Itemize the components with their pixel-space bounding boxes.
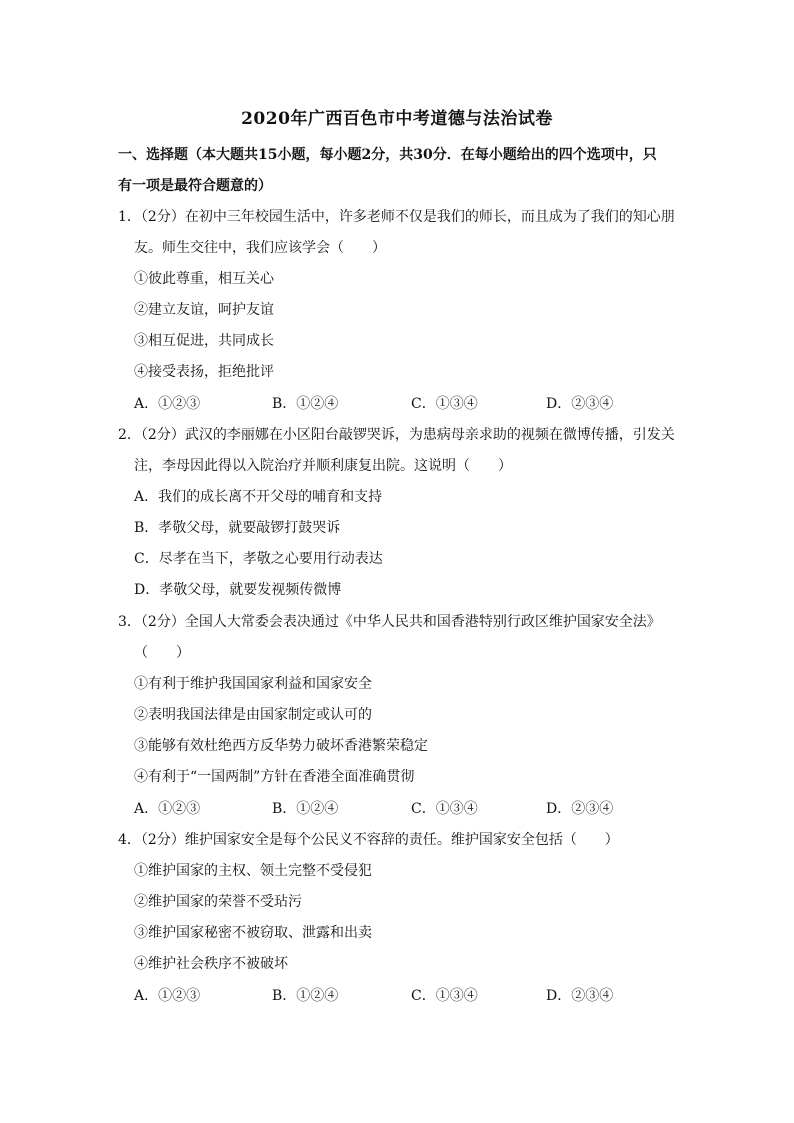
question-2-stem-line-2: 注，李母因此得以入院治疗并顺利康复出院。这说明（ ） (134, 458, 512, 474)
question-3-option-c[interactable]: C．①③④ (411, 801, 478, 817)
question-3-item-4: ④有利于“一国两制”方针在香港全面准确贯彻 (134, 769, 415, 785)
question-2-option-b[interactable]: B．孝敬父母，就要敲锣打鼓哭诉 (134, 520, 341, 536)
question-2-option-c[interactable]: C．尽孝在当下，孝敬之心要用行动表达 (134, 551, 383, 567)
question-4-item-1: ①维护国家的主权、领土完整不受侵犯 (134, 863, 372, 879)
question-3-item-3: ③能够有效杜绝西方反华势力破坏香港繁荣稳定 (134, 738, 428, 754)
question-4-item-3: ③维护国家秘密不被窃取、泄露和出卖 (134, 925, 372, 941)
question-1-stem-line-2: 友。师生交往中，我们应该学会（ ） (134, 240, 386, 256)
question-3-stem-line-1: 3．（2分）全国人大常委会表决通过《中华人民共和国香港特别行政区维护国家安全法》 (118, 614, 661, 630)
question-3-option-a[interactable]: A．①②③ (134, 801, 201, 817)
question-4-option-a[interactable]: A．①②③ (134, 988, 201, 1004)
question-3-item-1: ①有利于维护我国国家利益和国家安全 (134, 676, 372, 692)
question-2-option-a[interactable]: A．我们的成长离不开父母的哺育和支持 (134, 489, 383, 505)
question-4-item-4: ④维护社会秩序不被破坏 (134, 956, 288, 972)
question-1-item-4: ④接受表扬，拒绝批评 (134, 364, 274, 380)
question-4-option-c[interactable]: C．①③④ (411, 988, 478, 1004)
question-3-item-2: ②表明我国法律是由国家制定或认可的 (134, 707, 372, 723)
question-4-item-2: ②维护国家的荣誉不受玷污 (134, 894, 302, 910)
question-3-option-b[interactable]: B．①②④ (272, 801, 339, 817)
question-4-option-b[interactable]: B．①②④ (272, 988, 339, 1004)
question-1-option-d[interactable]: D．②③④ (546, 396, 614, 412)
question-1-option-c[interactable]: C．①③④ (411, 396, 478, 412)
question-1-option-a[interactable]: A．①②③ (134, 396, 201, 412)
section-heading-line-1: 一、选择题（本大题共15小题，每小题2分，共30分．在每小题给出的四个选项中，只 (118, 147, 657, 163)
question-3-stem-line-2: （ ） (134, 645, 190, 661)
question-1-item-3: ③相互促进，共同成长 (134, 333, 274, 349)
question-2-stem-line-1: 2．（2分）武汉的李丽娜在小区阳台敲锣哭诉，为患病母亲求助的视频在微博传播，引发关 (118, 427, 675, 443)
question-1-option-b[interactable]: B．①②④ (272, 396, 339, 412)
page-title: 2020年广西百色市中考道德与法治试卷 (241, 109, 553, 129)
question-1-item-2: ②建立友谊，呵护友谊 (134, 302, 274, 318)
question-3-option-d[interactable]: D．②③④ (546, 801, 614, 817)
question-4-stem-line-1: 4．（2分）维护国家安全是每个公民义不容辞的责任。维护国家安全包括（ ） (118, 832, 619, 848)
question-1-stem-line-1: 1．（2分）在初中三年校园生活中，许多老师不仅是我们的师长，而且成为了我们的知心朋 (118, 209, 675, 225)
question-1-item-1: ①彼此尊重，相互关心 (134, 271, 274, 287)
question-2-option-d[interactable]: D．孝敬父母，就要发视频传微博 (134, 582, 342, 598)
question-4-option-d[interactable]: D．②③④ (546, 988, 614, 1004)
section-heading-line-2: 有一项是最符合题意的） (118, 178, 272, 194)
